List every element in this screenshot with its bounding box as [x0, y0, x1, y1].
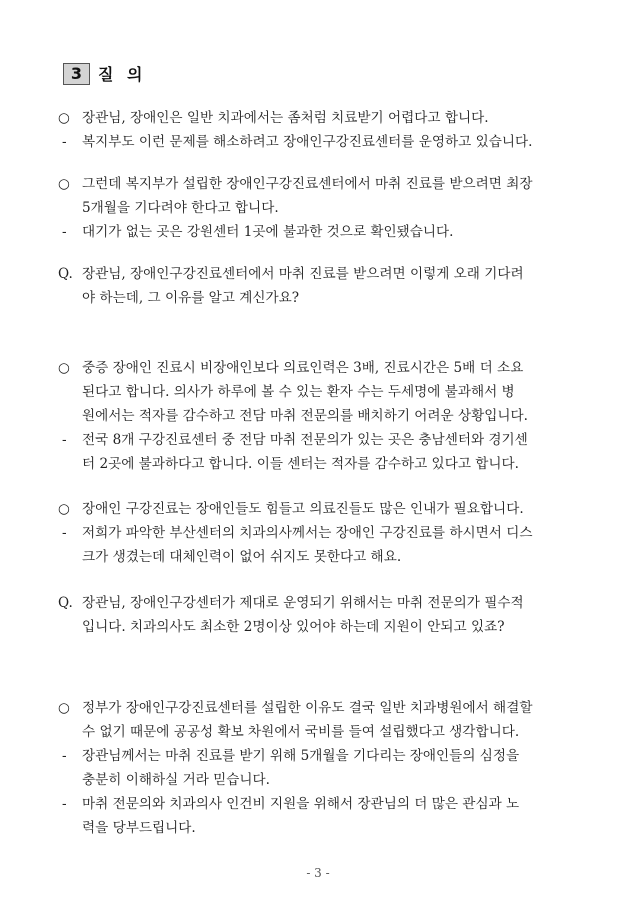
sub-bullet-line	[58, 220, 578, 244]
question-line	[58, 591, 578, 615]
line-text: 저희가 파악한 부산센터의 치과의사께서는 장애인 구강진료를 하시면서 디스	[82, 525, 533, 541]
paragraph-block	[58, 591, 578, 639]
section-number-box: 3	[63, 63, 90, 85]
line-text: 장애인 구강진료는 장애인들도 힘들고 의료진들도 많은 인내가 필요합니다.	[82, 501, 524, 517]
paragraph-block	[58, 696, 578, 840]
sub-bullet-line	[58, 744, 578, 768]
line-text: 대기가 없는 곳은 강원센터 1곳에 불과한 것으로 확인됐습니다.	[82, 224, 454, 240]
sub-bullet-line	[58, 792, 578, 816]
continuation-line: 충분히 이해하실 거라 믿습니다.	[82, 772, 270, 788]
bullet-line	[58, 356, 578, 380]
bullet-line	[58, 106, 578, 130]
page-number: - 3 -	[306, 866, 330, 880]
line-text: 그런데 복지부가 설립한 장애인구강진료센터에서 마취 진료를 받으려면 최장	[82, 176, 533, 192]
paragraph-block	[58, 172, 578, 244]
paragraph-block	[58, 356, 578, 476]
circle-bullet-icon: ○	[58, 176, 70, 192]
line-text: 장관님, 장애인구강진료센터에서 마취 진료를 받으려면 이렇게 오래 기다려	[82, 266, 524, 282]
dash-bullet-icon: -	[62, 224, 67, 240]
continuation-line: 크가 생겼는데 대체인력이 없어 쉬지도 못한다고 해요.	[82, 549, 402, 565]
circle-bullet-icon: ○	[58, 501, 70, 517]
line-text: 복지부도 이런 문제를 해소하려고 장애인구강진료센터를 운영하고 있습니다.	[82, 134, 533, 150]
continuation-line: 입니다. 치과의사도 최소한 2명이상 있어야 하는데 지원이 안되고 있죠?	[82, 619, 505, 635]
continuation-line: 된다고 합니다. 의사가 하루에 볼 수 있는 환자 수는 두세명에 불과해서 병	[82, 384, 515, 400]
line-text: 장관님께서는 마취 진료를 받기 위해 5개월을 기다리는 장애인들의 심정을	[82, 748, 520, 764]
continuation-line: 수 없기 때문에 공공성 확보 차원에서 국비를 들여 설립했다고 생각합니다.	[82, 724, 520, 740]
bullet-line	[58, 696, 578, 720]
continuation-line: 원에서는 적자를 감수하고 전담 마취 전문의를 배치하기 어려운 상황입니다.	[82, 408, 528, 424]
continuation-line: 력을 당부드립니다.	[82, 820, 196, 836]
line-text: 마취 전문의와 치과의사 인건비 지원을 위해서 장관님의 더 많은 관심과 노	[82, 796, 520, 812]
continuation-line: 야 하는데, 그 이유를 알고 계신가요?	[82, 290, 300, 306]
dash-bullet-icon: -	[62, 432, 67, 448]
section-title: 질 의	[98, 65, 147, 84]
continuation-line: 5개월을 기다려야 한다고 합니다.	[82, 200, 279, 216]
sub-bullet-line	[58, 521, 578, 545]
dash-bullet-icon: -	[62, 134, 67, 150]
circle-bullet-icon: ○	[58, 700, 70, 716]
section-header	[63, 62, 146, 85]
dash-bullet-icon: -	[62, 796, 67, 812]
sub-bullet-line	[58, 130, 578, 154]
bullet-line	[58, 172, 578, 196]
dash-bullet-icon: -	[62, 525, 67, 541]
line-text: 정부가 장애인구강진료센터를 설립한 이유도 결국 일반 치과병원에서 해결할	[82, 700, 533, 716]
dash-bullet-icon: -	[62, 748, 67, 764]
paragraph-block	[58, 106, 578, 154]
circle-bullet-icon: ○	[58, 110, 70, 126]
question-marker: Q.	[58, 266, 73, 282]
paragraph-block	[58, 262, 578, 310]
continuation-line: 터 2곳에 불과하다고 합니다. 이들 센터는 적자를 감수하고 있다고 합니다.	[82, 456, 519, 472]
circle-bullet-icon: ○	[58, 360, 70, 376]
line-text: 장관님, 장애인은 일반 치과에서는 좀처럼 치료받기 어렵다고 합니다.	[82, 110, 489, 126]
bullet-line	[58, 497, 578, 521]
question-marker: Q.	[58, 595, 73, 611]
line-text: 장관님, 장애인구강센터가 제대로 운영되기 위해서는 마취 전문의가 필수적	[82, 595, 524, 611]
line-text: 전국 8개 구강진료센터 중 전담 마취 전문의가 있는 곳은 충남센터와 경기센	[82, 432, 528, 448]
line-text: 중증 장애인 진료시 비장애인보다 의료인력은 3배, 진료시간은 5배 더 소요	[82, 360, 524, 376]
question-line	[58, 262, 578, 286]
sub-bullet-line	[58, 428, 578, 452]
paragraph-block	[58, 497, 578, 569]
